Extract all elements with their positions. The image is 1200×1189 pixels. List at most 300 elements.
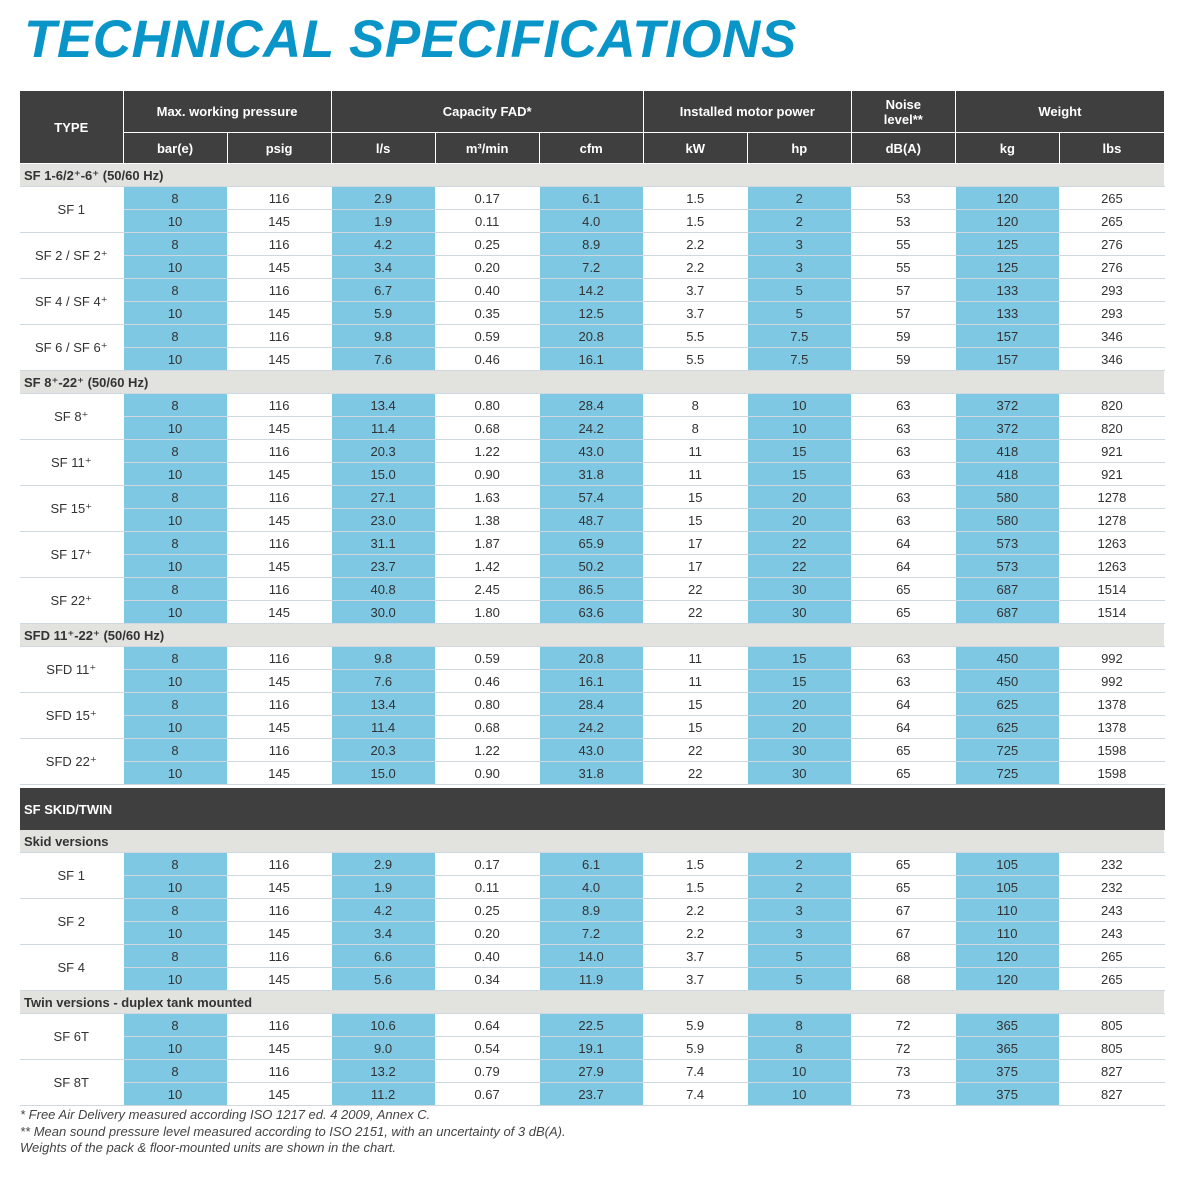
table-cell: 116	[227, 440, 331, 463]
table-cell: 5	[747, 968, 851, 991]
table-cell: 8	[123, 853, 227, 876]
table-cell: 157	[955, 348, 1059, 371]
table-cell: 48.7	[539, 509, 643, 532]
table-cell: 5	[747, 302, 851, 325]
table-cell: 10	[123, 302, 227, 325]
table-row	[20, 693, 1165, 716]
table-cell: 63	[851, 486, 955, 509]
table-cell: 0.64	[435, 1014, 539, 1037]
table-cell: 22	[747, 532, 851, 555]
table-cell: 4.0	[539, 876, 643, 899]
table-row	[20, 463, 1165, 486]
table-cell: 64	[851, 532, 955, 555]
table-cell: 625	[955, 716, 1059, 739]
table-row	[20, 876, 1165, 899]
table-cell: 5.5	[643, 348, 747, 371]
table-cell: 346	[1059, 348, 1164, 371]
footnote: * Free Air Delivery measured according ISO 1217 ed. 4 2009, Annex C.	[20, 1107, 431, 1122]
model-name: SFD 11⁺	[20, 647, 123, 693]
table-cell: 5.6	[331, 968, 435, 991]
table-cell: 2	[747, 853, 851, 876]
table-cell: 7.5	[747, 348, 851, 371]
table-cell: 805	[1059, 1037, 1164, 1060]
table-cell: 243	[1059, 922, 1164, 945]
table-cell: 1.63	[435, 486, 539, 509]
table-cell: 133	[955, 302, 1059, 325]
table-cell: 10	[747, 417, 851, 440]
table-cell: 0.59	[435, 325, 539, 348]
unit-header: bar(e)	[123, 133, 227, 164]
table-cell: 450	[955, 647, 1059, 670]
table-cell: 31.8	[539, 463, 643, 486]
table-cell: 40.8	[331, 578, 435, 601]
table-cell: 265	[1059, 210, 1164, 233]
table-cell: 0.68	[435, 417, 539, 440]
table-cell: 1598	[1059, 762, 1164, 785]
table-cell: 20	[747, 716, 851, 739]
model-name: SF 15⁺	[20, 486, 123, 532]
table-cell: 22	[643, 578, 747, 601]
table-cell: 11.4	[331, 716, 435, 739]
table-cell: 0.25	[435, 233, 539, 256]
table-cell: 27.1	[331, 486, 435, 509]
table-cell: 15	[643, 486, 747, 509]
table-cell: 1.5	[643, 876, 747, 899]
table-cell: 22	[643, 762, 747, 785]
table-cell: 73	[851, 1083, 955, 1106]
model-name: SF 4	[20, 945, 123, 991]
table-cell: 2.2	[643, 922, 747, 945]
table-cell: 805	[1059, 1014, 1164, 1037]
unit-header: cfm	[539, 133, 643, 164]
table-cell: 57.4	[539, 486, 643, 509]
table-cell: 116	[227, 233, 331, 256]
table-cell: 15.0	[331, 762, 435, 785]
table-cell: 0.90	[435, 463, 539, 486]
section-row	[20, 624, 1165, 647]
table-cell: 8.9	[539, 899, 643, 922]
table-cell: 372	[955, 417, 1059, 440]
table-cell: 116	[227, 899, 331, 922]
table-cell: 0.17	[435, 853, 539, 876]
table-cell: 8	[643, 394, 747, 417]
table-cell: 13.4	[331, 693, 435, 716]
table-cell: 22.5	[539, 1014, 643, 1037]
table-cell: 15	[643, 509, 747, 532]
table-cell: 0.11	[435, 876, 539, 899]
section-label: SF 1-6/2⁺-6⁺ (50/60 Hz)	[20, 164, 1165, 187]
table-cell: 1278	[1059, 509, 1164, 532]
table-row	[20, 1014, 1165, 1037]
table-row	[20, 762, 1165, 785]
table-cell: 145	[227, 348, 331, 371]
model-name: SF 8T	[20, 1060, 123, 1106]
spec-table-main	[20, 91, 1165, 785]
table-cell: 8	[123, 693, 227, 716]
table-cell: 8	[123, 279, 227, 302]
table-cell: 0.40	[435, 279, 539, 302]
table-cell: 145	[227, 601, 331, 624]
unit-header: hp	[747, 133, 851, 164]
table-cell: 3.7	[643, 968, 747, 991]
table-cell: 11.9	[539, 968, 643, 991]
table-cell: 265	[1059, 968, 1164, 991]
table-cell: 232	[1059, 876, 1164, 899]
table-cell: 9.0	[331, 1037, 435, 1060]
table-cell: 57	[851, 279, 955, 302]
table-cell: 16.1	[539, 348, 643, 371]
table-cell: 145	[227, 670, 331, 693]
table-row	[20, 440, 1165, 463]
table-cell: 1263	[1059, 555, 1164, 578]
table-cell: 27.9	[539, 1060, 643, 1083]
table-cell: 4.2	[331, 233, 435, 256]
unit-header: lbs	[1059, 133, 1164, 164]
table-cell: 2	[747, 210, 851, 233]
footnote: ** Mean sound pressure level measured according to ISO 2151, with an uncertainty of 3 dB(A).	[20, 1123, 566, 1139]
unit-header: m³/min	[435, 133, 539, 164]
table-cell: 30	[747, 762, 851, 785]
table-cell: 73	[851, 1060, 955, 1083]
table-cell: 10	[123, 509, 227, 532]
table-cell: 43.0	[539, 739, 643, 762]
table-cell: 11	[643, 647, 747, 670]
table-cell: 10	[747, 1083, 851, 1106]
table-cell: 17	[643, 532, 747, 555]
table-cell: 86.5	[539, 578, 643, 601]
table-cell: 145	[227, 302, 331, 325]
table-cell: 15	[747, 670, 851, 693]
table-cell: 10	[123, 968, 227, 991]
spec-table-skid-twin	[20, 788, 1165, 1106]
table-cell: 145	[227, 463, 331, 486]
table-cell: 10	[123, 1083, 227, 1106]
table-cell: 8.9	[539, 233, 643, 256]
table-cell: 2	[747, 187, 851, 210]
table-cell: 8	[123, 899, 227, 922]
model-name: SF 22⁺	[20, 578, 123, 624]
table-cell: 10	[123, 876, 227, 899]
table-cell: 116	[227, 945, 331, 968]
table-cell: 145	[227, 509, 331, 532]
table-row	[20, 716, 1165, 739]
table-cell: 20	[747, 509, 851, 532]
table-cell: 30	[747, 739, 851, 762]
table-row	[20, 647, 1165, 670]
unit-header: psig	[227, 133, 331, 164]
table-cell: 28.4	[539, 693, 643, 716]
table-row	[20, 509, 1165, 532]
table-row	[20, 922, 1165, 945]
table-cell: 14.2	[539, 279, 643, 302]
table-cell: 293	[1059, 302, 1164, 325]
table-cell: 63	[851, 463, 955, 486]
table-cell: 11	[643, 670, 747, 693]
table-cell: 55	[851, 233, 955, 256]
section-row	[20, 991, 1165, 1014]
table-cell: 20	[747, 693, 851, 716]
table-cell: 265	[1059, 187, 1164, 210]
table-cell: 7.2	[539, 256, 643, 279]
table-cell: 0.59	[435, 647, 539, 670]
table-cell: 1263	[1059, 532, 1164, 555]
table-cell: 8	[123, 1014, 227, 1037]
table-cell: 63	[851, 394, 955, 417]
table-cell: 63	[851, 417, 955, 440]
table-cell: 19.1	[539, 1037, 643, 1060]
footnote: Weights of the pack & floor-mounted units are shown in the chart.	[20, 1140, 397, 1155]
table-cell: 10	[123, 210, 227, 233]
table-cell: 59	[851, 348, 955, 371]
table-cell: 0.17	[435, 187, 539, 210]
table-cell: 2.2	[643, 256, 747, 279]
table-cell: 30.0	[331, 601, 435, 624]
table-cell: 64	[851, 716, 955, 739]
table-row	[20, 853, 1165, 876]
table-cell: 1.5	[643, 210, 747, 233]
table-cell: 1.87	[435, 532, 539, 555]
unit-header: l/s	[331, 133, 435, 164]
table-cell: 145	[227, 1083, 331, 1106]
table-cell: 10	[123, 922, 227, 945]
table-cell: 110	[955, 899, 1059, 922]
table-cell: 15	[747, 440, 851, 463]
table-cell: 580	[955, 509, 1059, 532]
table-cell: 24.2	[539, 716, 643, 739]
table-cell: 10	[747, 394, 851, 417]
table-cell: 573	[955, 532, 1059, 555]
table-cell: 65.9	[539, 532, 643, 555]
table-cell: 10	[123, 670, 227, 693]
table-cell: 116	[227, 1014, 331, 1037]
table-cell: 50.2	[539, 555, 643, 578]
table-cell: 10	[123, 762, 227, 785]
section-row	[20, 830, 1165, 853]
table-cell: 10.6	[331, 1014, 435, 1037]
table-cell: 10	[123, 601, 227, 624]
table-cell: 31.8	[539, 762, 643, 785]
table-cell: 0.20	[435, 256, 539, 279]
table-cell: 65	[851, 578, 955, 601]
table-cell: 68	[851, 945, 955, 968]
table-cell: 3.7	[643, 945, 747, 968]
table-cell: 8	[123, 394, 227, 417]
table-cell: 8	[123, 187, 227, 210]
table-cell: 827	[1059, 1083, 1164, 1106]
table-cell: 0.35	[435, 302, 539, 325]
section-label: SF 8⁺-22⁺ (50/60 Hz)	[20, 371, 1165, 394]
table-cell: 2.2	[643, 899, 747, 922]
table-cell: 72	[851, 1014, 955, 1037]
table-cell: 8	[747, 1037, 851, 1060]
table-cell: 8	[123, 233, 227, 256]
section-label: Skid versions	[20, 830, 1165, 853]
table-row	[20, 325, 1165, 348]
table-row	[20, 187, 1165, 210]
table-cell: 1278	[1059, 486, 1164, 509]
col-group-noise: Noise level**	[851, 91, 955, 133]
table-cell: 5.5	[643, 325, 747, 348]
table-cell: 3	[747, 256, 851, 279]
table-row	[20, 578, 1165, 601]
table-cell: 13.2	[331, 1060, 435, 1083]
table-cell: 243	[1059, 899, 1164, 922]
table-cell: 276	[1059, 256, 1164, 279]
table-cell: 10	[123, 417, 227, 440]
table-row	[20, 1060, 1165, 1083]
table-cell: 63	[851, 670, 955, 693]
table-cell: 65	[851, 876, 955, 899]
table-cell: 23.7	[331, 555, 435, 578]
table-cell: 3	[747, 922, 851, 945]
table-cell: 7.6	[331, 348, 435, 371]
unit-header: kW	[643, 133, 747, 164]
table-cell: 20.8	[539, 325, 643, 348]
table-cell: 820	[1059, 394, 1164, 417]
table-cell: 8	[123, 578, 227, 601]
table-cell: 0.80	[435, 394, 539, 417]
table-cell: 116	[227, 739, 331, 762]
model-name: SF 6T	[20, 1014, 123, 1060]
table-cell: 120	[955, 210, 1059, 233]
table-cell: 110	[955, 922, 1059, 945]
table-cell: 30	[747, 578, 851, 601]
table-cell: 1514	[1059, 578, 1164, 601]
table-cell: 116	[227, 486, 331, 509]
table-cell: 4.0	[539, 210, 643, 233]
table-cell: 53	[851, 187, 955, 210]
model-name: SFD 22⁺	[20, 739, 123, 785]
section-label: SFD 11⁺-22⁺ (50/60 Hz)	[20, 624, 1165, 647]
table-cell: 10	[123, 716, 227, 739]
table-cell: 687	[955, 601, 1059, 624]
table-cell: 8	[747, 1014, 851, 1037]
table-cell: 65	[851, 762, 955, 785]
table-row	[20, 394, 1165, 417]
table-cell: 1.80	[435, 601, 539, 624]
table-cell: 0.11	[435, 210, 539, 233]
table-cell: 120	[955, 187, 1059, 210]
table-cell: 53	[851, 210, 955, 233]
table-cell: 20.3	[331, 739, 435, 762]
table-cell: 8	[643, 417, 747, 440]
table-cell: 1.5	[643, 853, 747, 876]
table-row	[20, 670, 1165, 693]
table-cell: 15	[643, 716, 747, 739]
table-row	[20, 739, 1165, 762]
table-cell: 0.68	[435, 716, 539, 739]
table-cell: 20	[747, 486, 851, 509]
table-cell: 0.46	[435, 348, 539, 371]
model-name: SF 6 / SF 6⁺	[20, 325, 123, 371]
table-cell: 3.4	[331, 256, 435, 279]
table-cell: 6.6	[331, 945, 435, 968]
table-cell: 5.9	[643, 1037, 747, 1060]
table-cell: 22	[643, 601, 747, 624]
table-cell: 573	[955, 555, 1059, 578]
table-row	[20, 1083, 1165, 1106]
table-cell: 22	[747, 555, 851, 578]
section-label: Twin versions - duplex tank mounted	[20, 991, 1165, 1014]
table-row	[20, 1037, 1165, 1060]
table-cell: 59	[851, 325, 955, 348]
table-cell: 5.9	[331, 302, 435, 325]
table-cell: 145	[227, 922, 331, 945]
table-cell: 0.79	[435, 1060, 539, 1083]
table-cell: 63.6	[539, 601, 643, 624]
table-row	[20, 601, 1165, 624]
table-cell: 375	[955, 1083, 1059, 1106]
table-cell: 3	[747, 899, 851, 922]
table-cell: 1.38	[435, 509, 539, 532]
table-cell: 0.54	[435, 1037, 539, 1060]
table-cell: 120	[955, 945, 1059, 968]
table-cell: 105	[955, 853, 1059, 876]
table-cell: 23.0	[331, 509, 435, 532]
table-cell: 820	[1059, 417, 1164, 440]
table-cell: 23.7	[539, 1083, 643, 1106]
table-cell: 22	[643, 739, 747, 762]
table-cell: 8	[123, 1060, 227, 1083]
table-cell: 1378	[1059, 693, 1164, 716]
table-cell: 265	[1059, 945, 1164, 968]
table-cell: 3.4	[331, 922, 435, 945]
table-cell: 20.3	[331, 440, 435, 463]
table-cell: 8	[123, 440, 227, 463]
table-cell: 12.5	[539, 302, 643, 325]
table-cell: 125	[955, 233, 1059, 256]
table-cell: 7.2	[539, 922, 643, 945]
table-cell: 6.1	[539, 853, 643, 876]
table-cell: 1.5	[643, 187, 747, 210]
table-cell: 921	[1059, 440, 1164, 463]
table-row	[20, 945, 1165, 968]
table-cell: 10	[123, 256, 227, 279]
table-cell: 116	[227, 647, 331, 670]
table-cell: 63	[851, 509, 955, 532]
col-group-weight: Weight	[955, 91, 1164, 133]
table-cell: 13.4	[331, 394, 435, 417]
table-cell: 24.2	[539, 417, 643, 440]
model-name: SF 4 / SF 4⁺	[20, 279, 123, 325]
table-cell: 0.34	[435, 968, 539, 991]
table-cell: 145	[227, 256, 331, 279]
table-cell: 1.22	[435, 440, 539, 463]
table-row	[20, 302, 1165, 325]
table-cell: 0.90	[435, 762, 539, 785]
table-row	[20, 256, 1165, 279]
table-cell: 9.8	[331, 647, 435, 670]
table-cell: 418	[955, 463, 1059, 486]
table-cell: 63	[851, 647, 955, 670]
table-cell: 116	[227, 532, 331, 555]
table-cell: 276	[1059, 233, 1164, 256]
table-cell: 0.80	[435, 693, 539, 716]
table-cell: 1.22	[435, 739, 539, 762]
table-cell: 7.4	[643, 1060, 747, 1083]
table-cell: 9.8	[331, 325, 435, 348]
table-row	[20, 210, 1165, 233]
table-cell: 0.40	[435, 945, 539, 968]
table-cell: 375	[955, 1060, 1059, 1083]
model-name: SF 2 / SF 2⁺	[20, 233, 123, 279]
table-cell: 64	[851, 693, 955, 716]
table-cell: 293	[1059, 279, 1164, 302]
table-cell: 20.8	[539, 647, 643, 670]
col-group-capacity: Capacity FAD*	[331, 91, 643, 133]
table-cell: 30	[747, 601, 851, 624]
table-cell: 15	[747, 463, 851, 486]
